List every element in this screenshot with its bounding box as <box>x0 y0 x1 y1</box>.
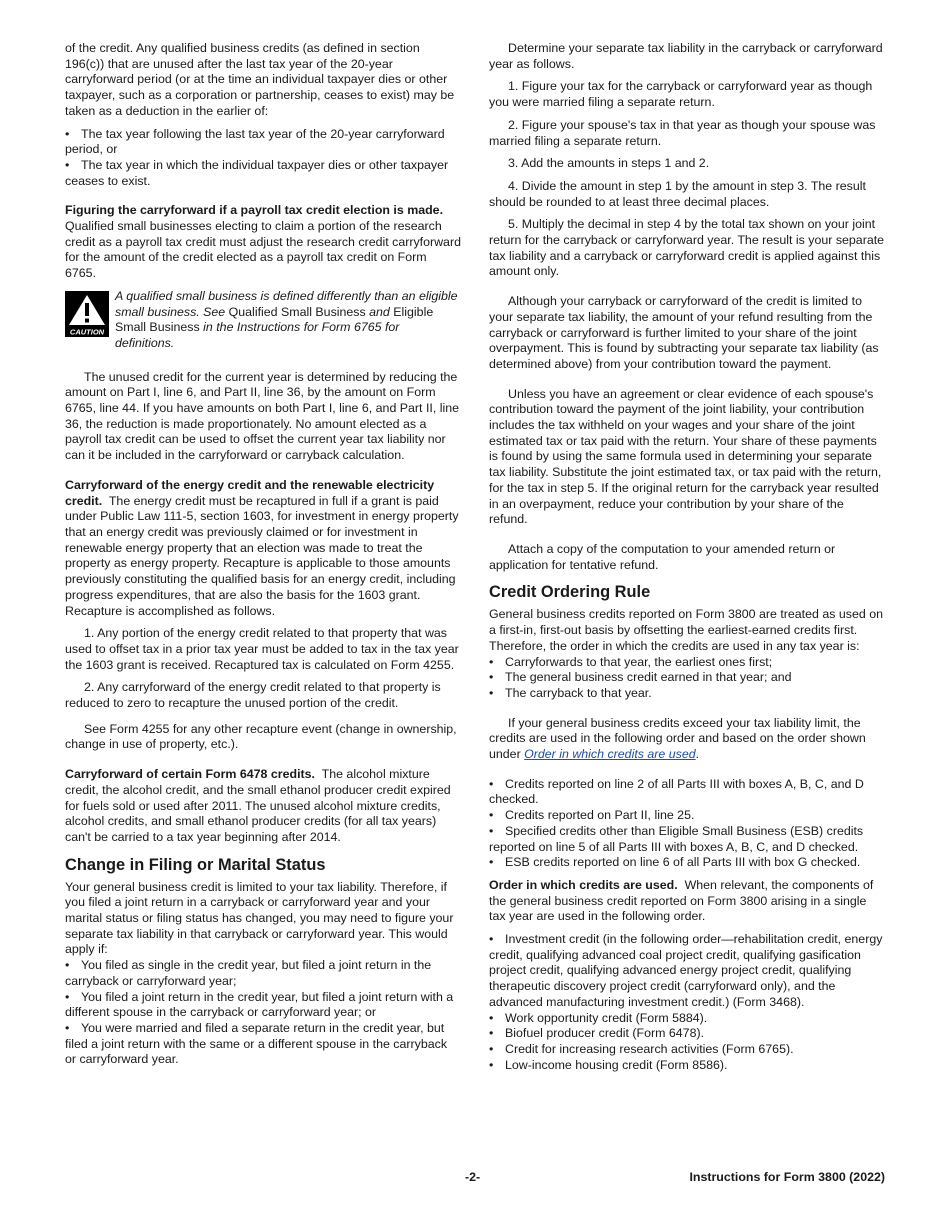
step-2: 2. Figure your spouse's tax in that year as though your spouse was married filing a separate return. <box>489 117 876 148</box>
payroll-paragraph: Figuring the carryforward if a payroll tax credit election is made. Qualified small businesses electing to claim a portion of the research credit as a payroll tax credit must adjust the research credit carryforward for the amount of the credit elected as a payroll tax credit on Form 6765. <box>65 203 461 281</box>
bullet-icon: • <box>489 1026 494 1041</box>
list-item: • You were married and filed a separate return in the credit year, but filed a joint return with the same or a different spouse in the carryback or carryforward year. <box>65 1020 448 1067</box>
list-item: • Specified credits other than Eligible Small Business (ESB) credits reported on line 5 of all Parts III with boxes A, B, C, and D checked. <box>489 823 864 854</box>
list-item: • Biofuel producer credit (Form 6478). <box>489 1026 705 1041</box>
bullet-icon: • <box>489 823 494 838</box>
bullet-icon: • <box>65 989 70 1004</box>
bullet-icon: • <box>489 776 494 791</box>
ordering-bullet-list <box>489 655 885 702</box>
order-used-paragraph: Order in which credits are used. When relevant, the components of the general business credit reported on Form 3800 arising in a single tax year are used in the following order. <box>489 877 874 924</box>
order-credits-used-link[interactable]: Order in which credits are used <box>524 747 696 762</box>
list-item: • Investment credit (in the following order—rehabilitation credit, energy credit, qualifying advanced coal project credit, qualifying gasification project credit, qualifying advanced energy project credit, qualifying therapeutic discovery project credit (carryforward only), and the advanced manufacturing investment credit.) (Form 3468). <box>489 932 883 1009</box>
ordering-paragraph: General business credits reported on Form 3800 are treated as used on a first-in, first-out basis by offsetting the earliest-earned credits first. Therefore, the order in which the credits are used in any tax year is: <box>489 607 883 653</box>
attach-paragraph: Attach a copy of the computation to your amended return or application for tentative refund. <box>489 541 836 572</box>
order-used-bullet-list <box>489 932 885 1073</box>
determine-paragraph: Determine your separate tax liability in the carryback or carryforward year as follows. <box>489 41 883 71</box>
list-item: • Credits reported on line 2 of all Parts III with boxes A, B, C, and D checked. <box>489 776 864 807</box>
although-paragraph: Although your carryback or carryforward of the credit is limited to your separate tax liability, the amount of your refund resulting from the carryback or carryforward is further limited to your share of the joint overpayment. This is found by subtracting your separate tax liability (as determined above) from your contribution toward the payment. <box>489 294 879 371</box>
intro-bullet-list <box>65 127 461 190</box>
bullet-icon: • <box>489 670 494 685</box>
exceed-paragraph: If your general business credits exceed your tax liability limit, the credits are used in the following order and based on the order shown under Order in which credits are used. <box>489 715 866 762</box>
bullet-icon: • <box>489 1057 494 1072</box>
list-item: • Carryforwards to that year, the earliest ones first; <box>489 654 773 669</box>
bullet-icon: • <box>489 685 494 700</box>
right-column <box>489 41 885 1080</box>
energy-step-2: 2. Any carryforward of the energy credit related to that property is reduced to zero to recapture the unused portion of the credit. <box>65 680 441 711</box>
list-item: • You filed as single in the credit year, but filed a joint return in the carryback or carryforward year; <box>65 958 432 988</box>
step-1: 1. Figure your tax for the carryback or carryforward year as though you were married filing a separate return. <box>489 79 873 110</box>
list-item: • Credit for increasing research activities (Form 6765). <box>489 1041 794 1056</box>
caution-label: CAUTION <box>69 327 105 337</box>
list-item: • Low-income housing credit (Form 8586). <box>489 1057 728 1072</box>
bullet-icon: • <box>65 126 70 141</box>
exceed-bullet-list <box>489 777 885 871</box>
list-item: • The general business credit earned in that year; and <box>489 670 792 685</box>
bullet-icon: • <box>489 808 494 823</box>
list-item: • You filed a joint return in the credit year, but filed a joint return with a different spouse in the carryback or carryforward year; or <box>65 989 454 1020</box>
payroll-heading: Figuring the carryforward if a payroll tax credit election is made. <box>65 203 444 218</box>
bullet-icon: • <box>65 1020 70 1035</box>
credit-ordering-heading: Credit Ordering Rule <box>489 583 651 602</box>
bullet-icon: • <box>489 1010 494 1025</box>
bullet-icon: • <box>489 654 494 669</box>
energy-heading: Carryforward of the energy credit and the renewable electricity credit. <box>65 477 435 508</box>
caution-icon <box>65 291 109 337</box>
list-item: • The tax year following the last tax year of the 20-year carryforward period, or <box>65 126 445 157</box>
marital-status-heading: Change in Filing or Marital Status <box>65 855 326 874</box>
form-6478-heading: Carryforward of certain Form 6478 credits. <box>65 767 315 782</box>
order-used-heading: Order in which credits are used. <box>489 877 678 892</box>
intro-paragraph: of the credit. Any qualified business credits (as defined in section 196(c)) that are unused after the last tax year of the 20-year carryforward period (or at the time an individual taxpayer dies or other taxpayer, such as a corporation or partnership, ceases to exist) may be taken as a deduction in the earlier of: <box>65 41 455 118</box>
step-4: 4. Divide the amount in step 1 by the amount in step 3. The result should be rounded to at least three decimal places. <box>489 178 866 209</box>
energy-paragraph: Carryforward of the energy credit and the renewable electricity credit. The energy credit must be recaptured in full if a grant is paid under Public Law 111-5, section 1603, for investment in energy property that an energy credit was previously claimed or for investment in renewable energy property that an election was made to treat the property as energy property. Recapture is applicable to those amounts previously constituting the qualified basis for an energy credit, including progress expenditures, that are also the basis for the 1603 grant. Recapture is accomplished as follows. <box>65 477 459 618</box>
see-form-4255-paragraph: See Form 4255 for any other recapture event (change in ownership, change in use of property, etc.). <box>65 721 457 752</box>
list-item: • The carryback to that year. <box>489 685 652 700</box>
marital-status-paragraph: Your general business credit is limited to your tax liability. Therefore, if you filed a joint return in a carryback or carryforward year and your marital status or filing status has changed, you may need to figure your separate tax liability in that carryback or carryforward year. This would apply if: <box>65 879 454 957</box>
bullet-icon: • <box>489 1041 494 1056</box>
document-title: Instructions for Form 3800 (2022) <box>689 1170 885 1184</box>
marital-bullet-list <box>65 958 461 1068</box>
list-item: • Credits reported on Part II, line 25. <box>489 808 695 823</box>
list-item: • Work opportunity credit (Form 5884). <box>489 1010 708 1025</box>
bullet-icon: • <box>489 855 494 870</box>
bullet-icon: • <box>65 958 70 973</box>
bullet-icon: • <box>65 157 70 172</box>
form-6478-paragraph: Carryforward of certain Form 6478 credits. The alcohol mixture credit, the alcohol credit, and the small ethanol producer credit expired for fuels sold or used after 2011. The unused alcohol mixture credits, alcohol credits, and small ethanol producer credits (for all tax years) can't be carried to a tax year beginning after 2014. <box>65 767 451 844</box>
step-5: 5. Multiply the decimal in step 4 by the total tax shown on your joint return for the carryback or carryforward year. The result is your separate tax liability and a carryback or carryforward credit is applied against this amount only. <box>489 217 885 279</box>
left-column <box>65 41 461 1075</box>
step-3: 3. Add the amounts in steps 1 and 2. <box>508 156 710 171</box>
list-item: • The tax year in which the individual taxpayer dies or other taxpayer ceases to exist. <box>65 157 449 188</box>
page-number: -2- <box>465 1170 481 1184</box>
bullet-icon: • <box>489 932 494 947</box>
unless-paragraph: Unless you have an agreement or clear evidence of each spouse's contribution toward the payment of the joint liability, your contribution includes the tax withheld on your wages and your share of the joint estimated tax or tax paid with the return. Your share of these payments is found by using the same formula used in determining your separate tax liability. Substitute the joint estimated tax, or tax paid with the return, for the tax in step 5. If the original return for the carryback year resulted in an overpayment, reduce your contribution by your share of the refund. <box>489 386 882 527</box>
caution-note: CAUTION A qualified small business is defined differently than an eligible small business. See Qualified Small Business and Eligible Small Business in the Instructions for Form 6765 for definitions. <box>65 289 461 352</box>
unused-credit-paragraph: The unused credit for the current year is determined by reducing the amount on Part I, line 6, and Part II, line 36, by the amount on Form 6765, line 44. If you have amounts on both Part I, line 6, and Part II, line 36, the reduction is made proportionately. No amount elected as a payroll tax credit can be used to offset the current year tax liability nor can it be included in the carryforward or carryback calculation. <box>65 369 459 463</box>
energy-step-1: 1. Any portion of the energy credit related to that property that was used to offset tax in a prior tax year must be added to tax in the tax year the 1603 grant is received. Recaptured tax is calculated on Form 4255. <box>65 626 459 672</box>
list-item: • ESB credits reported on line 6 of all Parts III with box G checked. <box>489 855 861 870</box>
